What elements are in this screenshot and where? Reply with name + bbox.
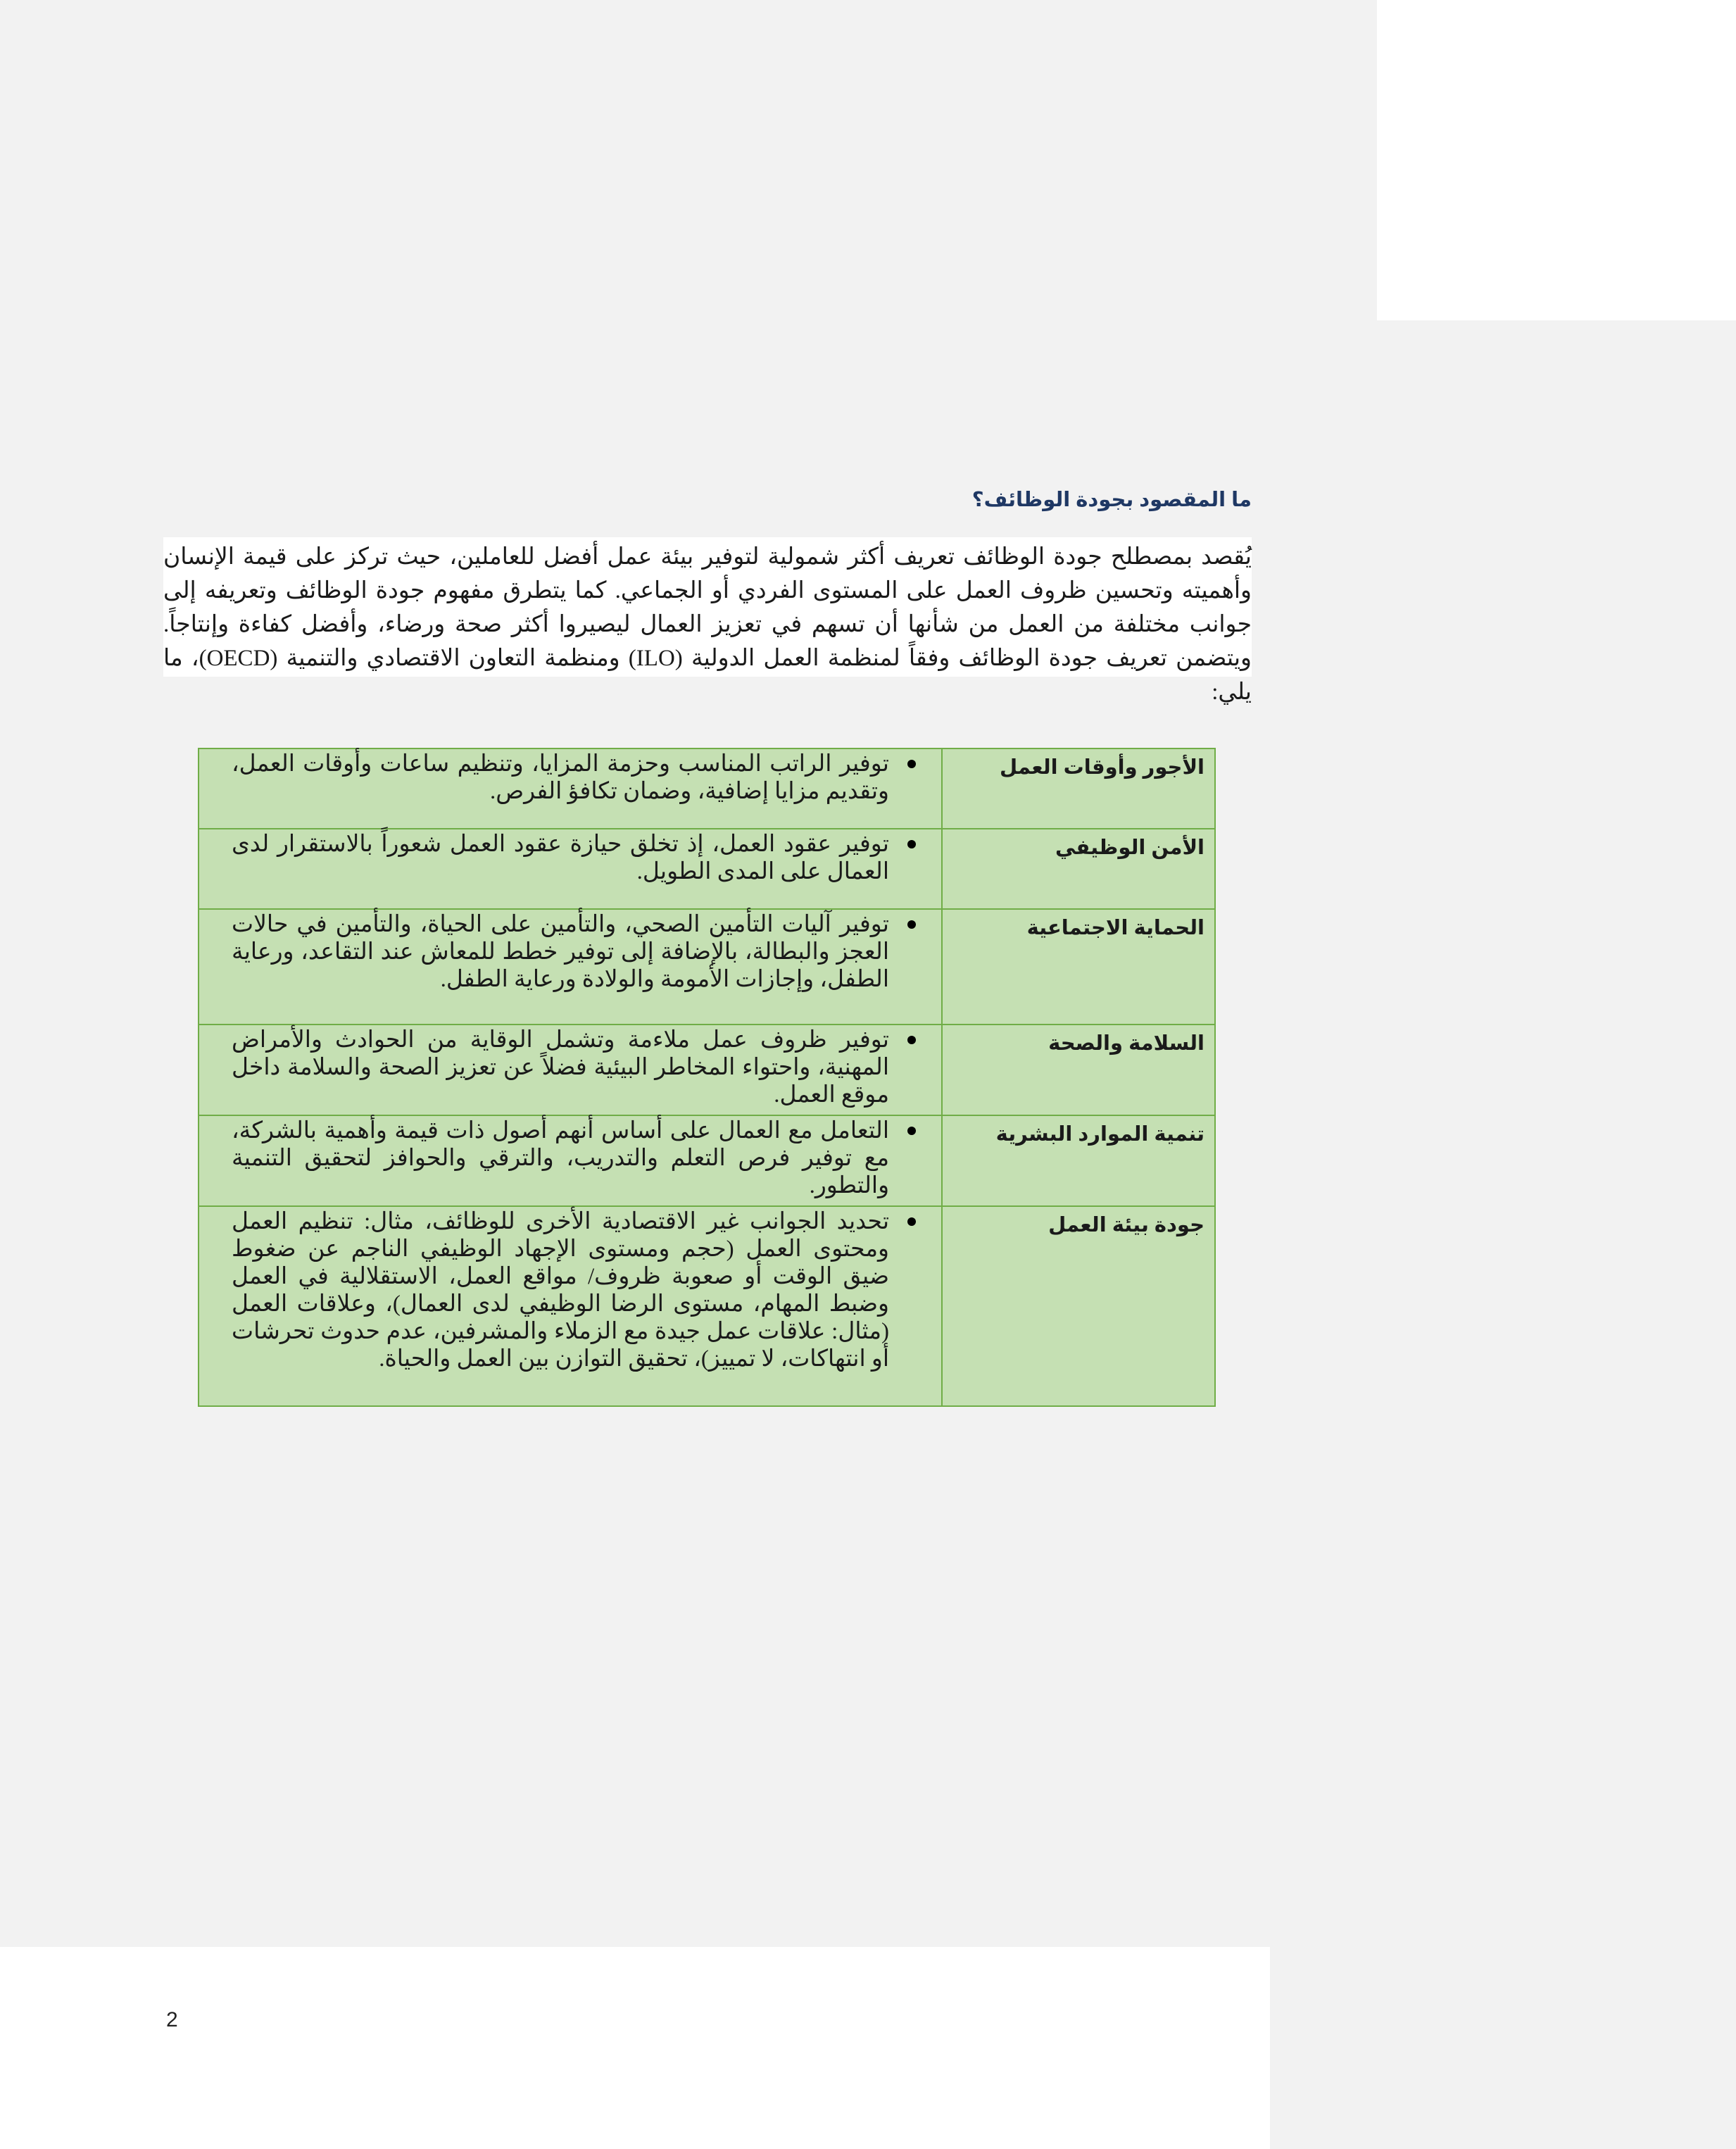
bullet-icon bbox=[907, 1036, 916, 1044]
table-row bbox=[199, 909, 1215, 1025]
description-cell bbox=[199, 829, 942, 909]
page-background-top bbox=[1377, 0, 1736, 320]
description-text: توفير الراتب المناسب وحزمة المزايا، وتنظيم ساعات وأوقات العمل، وتقديم مزايا إضافية، وضمان تكافؤ الفرص. bbox=[232, 751, 889, 804]
description-list bbox=[232, 911, 916, 994]
list-item bbox=[232, 911, 916, 994]
bullet-icon bbox=[907, 1127, 916, 1135]
term-cell: الأجور وأوقات العمل bbox=[942, 748, 1215, 829]
intro-paragraph: يُقصد بمصطلح جودة الوظائف تعريف أكثر شمولية لتوفير بيئة عمل أفضل للعاملين، حيث تركز على قيمة الإنسان وأهميته وتحسين ظروف العمل على المستوى الفردي أو الجماعي. كما يتطرق مفهوم جودة الوظائف وتعريفه إلى جوانب مختلفة من العمل من شأنها أن تسهم في تعزيز العمال ليصيروا أكثر صحة ورضاء، وأفضل كفاءة وإنتاجاً. ويتضمن تعريف جودة الوظائف وفقاً لمنظمة العمل الدولية (ILO) ومنظمة التعاون الاقتصادي والتنمية (OECD)، ما يلي: bbox=[163, 537, 1252, 677]
table-row bbox=[199, 1115, 1215, 1206]
bullet-icon bbox=[907, 760, 916, 768]
table-row bbox=[199, 829, 1215, 909]
description-list bbox=[232, 1027, 916, 1109]
term-cell: الحماية الاجتماعية bbox=[942, 909, 1215, 1025]
term-cell: السلامة والصحة bbox=[942, 1025, 1215, 1115]
list-item bbox=[232, 1208, 916, 1373]
description-text: توفير ظروف عمل ملاءمة وتشمل الوقاية من الحوادث والأمراض المهنية، واحتواء المخاطر البيئية فضلاً عن تعزيز الصحة والسلامة داخل موقع العمل. bbox=[232, 1027, 889, 1108]
description-text: تحديد الجوانب غير الاقتصادية الأخرى للوظائف، مثال: تنظيم العمل ومحتوى العمل (حجم ومستوى الإجهاد الوظيفي الناجم عن ضغوط ضيق الوقت أو صعوبة ظروف/ مواقع العمل، الاستقلالية في العمل وضبط المهام، مستوى الرضا الوظيفي لدى العمال)، وعلاقات العمل (مثال: علاقات عمل جيدة مع الزملاء والمشرفين، عدم حدوث تحرشات أو انتهاكات، لا تمييز)، تحقيق التوازن بين العمل والحياة. bbox=[232, 1209, 889, 1372]
description-cell bbox=[199, 1025, 942, 1115]
list-item bbox=[232, 751, 916, 806]
description-text: توفير آليات التأمين الصحي، والتأمين على الحياة، والتأمين في حالات العجز والبطالة، بالإضافة إلى توفير خطط للمعاش عند التقاعد، ورعاية الطفل، وإجازات الأمومة والولادة ورعاية الطفل. bbox=[232, 912, 889, 992]
page-number: 2 bbox=[166, 2008, 178, 2031]
description-text: التعامل مع العمال على أساس أنهم أصول ذات قيمة وأهمية بالشركة، مع توفير فرص التعلم والتدريب، والترقي والحوافز لتحقيق التنمية والتطور. bbox=[232, 1118, 889, 1198]
description-cell bbox=[199, 1206, 942, 1406]
bullet-icon bbox=[907, 840, 916, 848]
bullet-icon bbox=[907, 920, 916, 929]
table-row bbox=[199, 748, 1215, 829]
description-cell bbox=[199, 748, 942, 829]
description-list bbox=[232, 751, 916, 806]
list-item bbox=[232, 1117, 916, 1200]
term-cell: الأمن الوظيفي bbox=[942, 829, 1215, 909]
description-list bbox=[232, 831, 916, 886]
section-heading: ما المقصود بجودة الوظائف؟ bbox=[971, 489, 1252, 511]
description-list bbox=[232, 1208, 916, 1373]
description-text: توفير عقود العمل، إذ تخلق حيازة عقود العمل شعوراً بالاستقرار لدى العمال على المدى الطويل. bbox=[232, 832, 889, 884]
description-cell bbox=[199, 909, 942, 1025]
job-quality-table bbox=[198, 748, 1216, 1407]
table-row bbox=[199, 1206, 1215, 1406]
list-item bbox=[232, 831, 916, 886]
description-cell bbox=[199, 1115, 942, 1206]
table-row bbox=[199, 1025, 1215, 1115]
page-footer-area bbox=[0, 1947, 1270, 2149]
bullet-icon bbox=[907, 1217, 916, 1226]
description-list bbox=[232, 1117, 916, 1200]
term-cell: جودة بيئة العمل bbox=[942, 1206, 1215, 1406]
term-cell: تنمية الموارد البشرية bbox=[942, 1115, 1215, 1206]
list-item bbox=[232, 1027, 916, 1109]
